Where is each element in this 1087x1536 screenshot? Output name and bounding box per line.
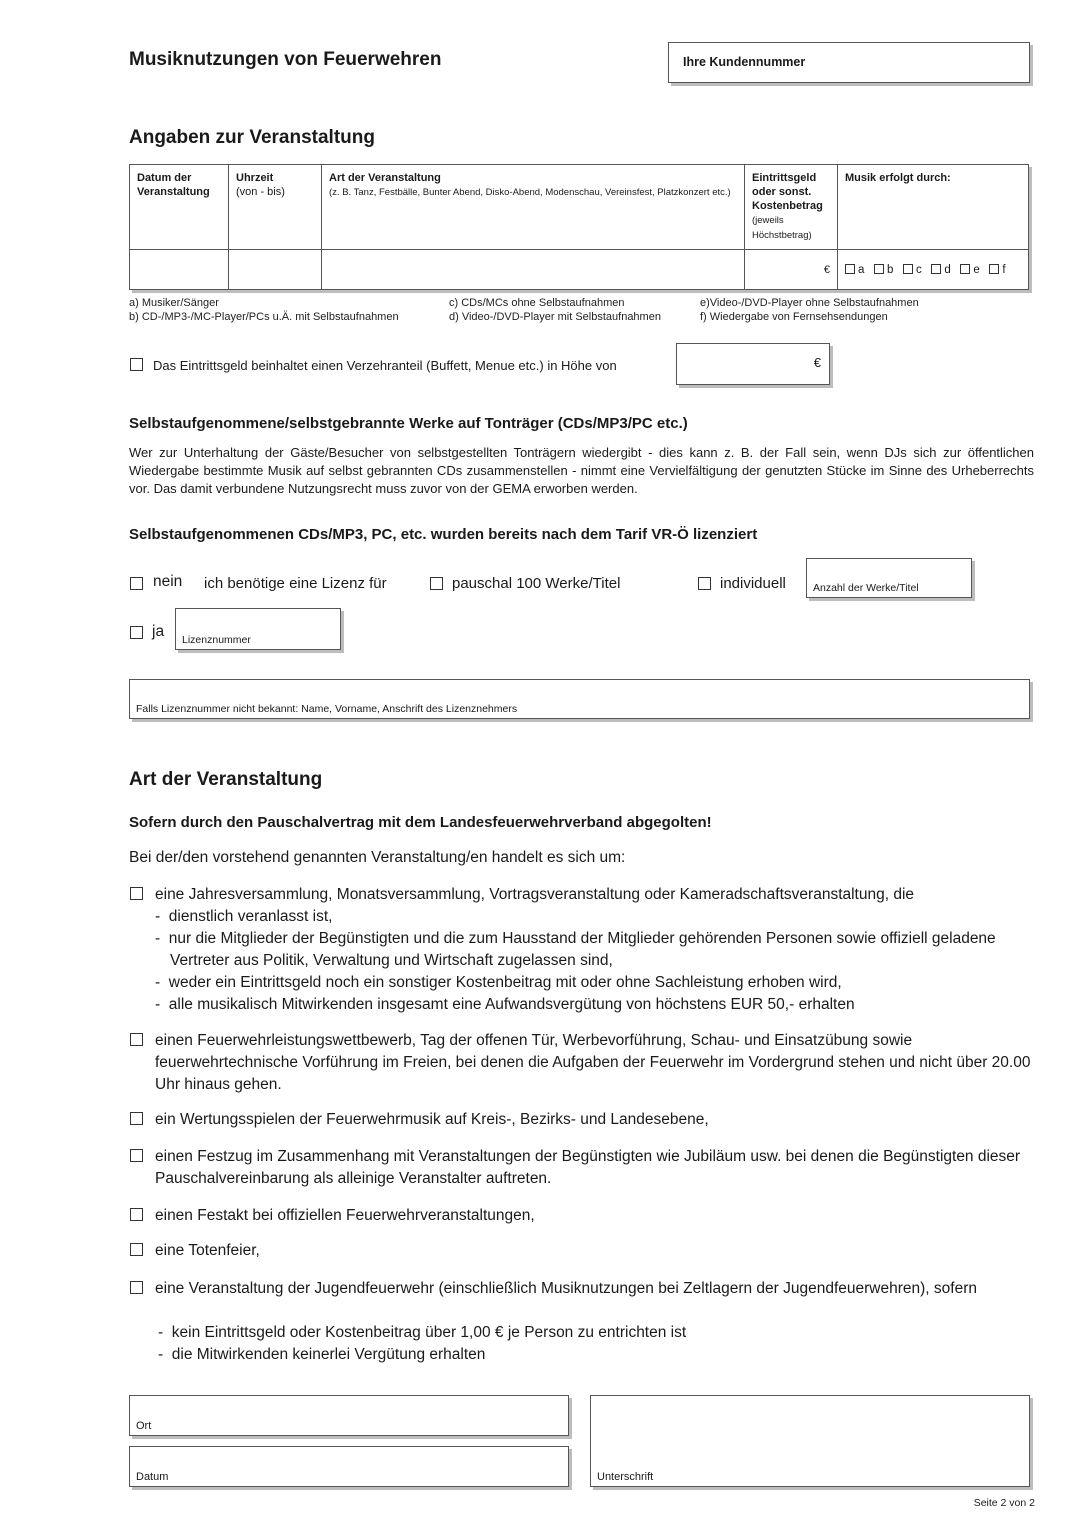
individual-checkbox[interactable]	[698, 577, 711, 590]
sub-item: - die Mitwirkenden keinerlei Vergütung erhalten	[158, 1346, 486, 1363]
type-section-title: Art der Veranstaltung	[129, 769, 323, 790]
place-field[interactable]	[129, 1395, 569, 1436]
page-title: Musiknutzungen von Feuerwehren	[129, 49, 442, 70]
customer-number-field[interactable]	[668, 42, 1030, 83]
license-number-label: Lizenznummer	[182, 634, 251, 646]
individual-label: individuell	[720, 575, 786, 592]
legend-item: e)Video-/DVD-Player ohne Selbstaufnahmen	[700, 297, 919, 309]
col-type-header: Art der Veranstaltung (z. B. Tanz, Festbälle, Bunter Abend, Disko-Abend, Modenschau, Vereinsfest, Platzkonzert etc.)	[322, 165, 745, 250]
type-checkbox-7[interactable]	[130, 1281, 143, 1294]
sub-item: - nur die Mitglieder der Begünstigten und die zum Hausstand der Mitglieder gehörenden Personen sowie offiziell geladene Vertreter aus Politik, Verwaltung und Wirtschaft zugelassen sind,	[155, 930, 996, 969]
self-recorded-title: Selbstaufgenommene/selbstgebrannte Werke auf Tonträger (CDs/MP3/PC etc.)	[129, 415, 688, 432]
type-checkbox-6[interactable]	[130, 1243, 143, 1256]
music-option-f[interactable]: f	[989, 264, 1005, 276]
type-item-1-subs	[155, 906, 1035, 1016]
type-checkbox-2[interactable]	[130, 1033, 143, 1046]
event-section-title: Angaben zur Veranstaltung	[129, 127, 375, 148]
col-music-header: Musik erfolgt durch:	[838, 165, 1029, 250]
self-recorded-text: Wer zur Unterhaltung der Gäste/Besucher von selbstgestellten Tonträgern wiedergibt - dies kann z. B. der Fall sein, wenn DJs sich zur öffentlichen Wiedergabe bestimmte Musik auf selbst gebrannten CDs zusammenstellen - nimmt eine Vervielfältigung der genutzten Stücke im Sinne des Urheberrechts vor. Das damit verbundene Nutzungsrecht muss zuvor von der GEMA erworben werden.	[129, 445, 1034, 496]
licensee-label: Falls Lizenznummer nicht bekannt: Name, Vorname, Anschrift des Lizenznehmers	[136, 703, 518, 715]
date-field[interactable]	[129, 1446, 569, 1487]
type-item-5: einen Festakt bei offiziellen Feuerwehrveranstaltungen,	[155, 1207, 535, 1224]
work-count-label: Anzahl der Werke/Titel	[813, 582, 919, 594]
license-title: Selbstaufgenommenen CDs/MP3, PC, etc. wurden bereits nach dem Tarif VR-Ö lizenziert	[129, 526, 758, 543]
license-yes-label: ja	[152, 623, 165, 640]
col-fee-header: Eintrittsgeld oder sonst. Kostenbetrag (jeweils Höchstbetrag)	[745, 165, 838, 250]
type-item-2: einen Feuerwehrleistungswettbewerb, Tag der offenen Tür, Werbevorführung, Schau- und Einsatzübung sowie feuerwehrtechnische Vorführung im Freien, bei denen die Aufgaben der Feuerwehr im Vordergrund stehen und nicht über 20.00 Uhr hinaus gehen.	[155, 1032, 1031, 1093]
type-item-6: eine Totenfeier,	[155, 1242, 260, 1259]
time-input-cell[interactable]	[229, 250, 322, 290]
work-count-field[interactable]	[806, 558, 972, 598]
sub-item: - weder ein Eintrittsgeld noch ein sonstiger Kostenbeitrag mit oder ohne Sachleistung erhoben wird,	[155, 974, 842, 991]
sub-item: - dienstlich veranlasst ist,	[155, 908, 333, 925]
type-item-3: ein Wertungsspielen der Feuerwehrmusik auf Kreis-, Bezirks- und Landesebene,	[155, 1111, 709, 1128]
legend-col-2	[449, 296, 661, 324]
music-option-d[interactable]: d	[931, 264, 950, 276]
type-item-4: einen Festzug im Zusammenhang mit Veranstaltungen der Begünstigten wie Jubiläum usw. bei denen die Begünstigten dieser Pauschalvereinbarung als alleinige Veranstalter auftreten.	[155, 1148, 1021, 1187]
license-no-checkbox[interactable]	[130, 577, 143, 590]
music-option-c[interactable]: c	[903, 264, 922, 276]
col-time-header: Uhrzeit (von - bis)	[229, 165, 322, 250]
signature-label: Unterschrift	[597, 1471, 654, 1483]
euro-sign: €	[813, 355, 821, 370]
event-table	[129, 164, 1029, 290]
fee-input-cell[interactable]: €	[745, 250, 838, 290]
date-label: Datum	[136, 1471, 169, 1483]
legend-item: f) Wiedergabe von Fernsehsendungen	[700, 311, 888, 323]
legend-item: b) CD-/MP3-/MC-Player/PCs u.Ä. mit Selbstaufnahmen	[129, 311, 399, 323]
sub-item: - kein Eintrittsgeld oder Kostenbeitrag über 1,00 € je Person zu entrichten ist	[158, 1324, 687, 1341]
music-options-cell	[838, 250, 1029, 290]
license-yes-checkbox[interactable]	[130, 626, 143, 639]
signature-field[interactable]	[590, 1395, 1030, 1487]
type-item-7-subs	[158, 1322, 1028, 1366]
type-checkbox-1[interactable]	[130, 887, 143, 900]
license-no-label: nein	[153, 573, 183, 590]
music-option-e[interactable]: e	[960, 264, 979, 276]
page-number: Seite 2 von 2	[973, 1497, 1035, 1509]
sub-item: - alle musikalisch Mitwirkenden insgesamt eine Aufwandsvergütung von höchstens EUR 50,- erhalten	[155, 996, 855, 1013]
flat-checkbox[interactable]	[430, 577, 443, 590]
type-checkbox-4[interactable]	[130, 1149, 143, 1162]
type-item-7: eine Veranstaltung der Jugendfeuerwehr (einschließlich Musiknutzungen bei Zeltlagern der Jugendfeuerwehren), sofern	[155, 1280, 977, 1297]
customer-number-label: Ihre Kundennummer	[683, 55, 806, 69]
legend-item: a) Musiker/Sänger	[129, 297, 219, 309]
type-checkbox-5[interactable]	[130, 1208, 143, 1221]
legend-col-1	[129, 296, 399, 324]
consumption-checkbox[interactable]	[130, 358, 143, 371]
flat-label: pauschal 100 Werke/Titel	[452, 575, 621, 592]
consumption-text: Das Eintrittsgeld beinhaltet einen Verzehranteil (Buffett, Menue etc.) in Höhe von	[153, 358, 617, 373]
type-section-subtitle: Sofern durch den Pauschalvertrag mit dem Landesfeuerwehrverband abgegolten!	[129, 814, 712, 831]
music-option-b[interactable]: b	[874, 264, 893, 276]
music-option-a[interactable]: a	[845, 264, 864, 276]
place-label: Ort	[136, 1420, 152, 1432]
license-number-field[interactable]	[175, 608, 341, 650]
type-checkbox-3[interactable]	[130, 1112, 143, 1125]
consumption-amount-field[interactable]	[676, 343, 830, 385]
type-item-1: eine Jahresversammlung, Monatsversammlung, Vortragsveranstaltung oder Kameradschaftsveranstaltung, die	[155, 886, 915, 903]
licensee-field[interactable]	[129, 679, 1030, 719]
col-date-header: Datum der Veranstaltung	[130, 165, 229, 250]
legend-item: d) Video-/DVD-Player mit Selbstaufnahmen	[449, 311, 661, 323]
date-input-cell[interactable]	[130, 250, 229, 290]
type-input-cell[interactable]	[322, 250, 745, 290]
legend-col-3	[700, 296, 919, 324]
legend-item: c) CDs/MCs ohne Selbstaufnahmen	[449, 297, 625, 309]
type-intro: Bei der/den vorstehend genannten Veranstaltung/en handelt es sich um:	[129, 849, 626, 866]
need-license-label: ich benötige eine Lizenz für	[204, 575, 387, 592]
